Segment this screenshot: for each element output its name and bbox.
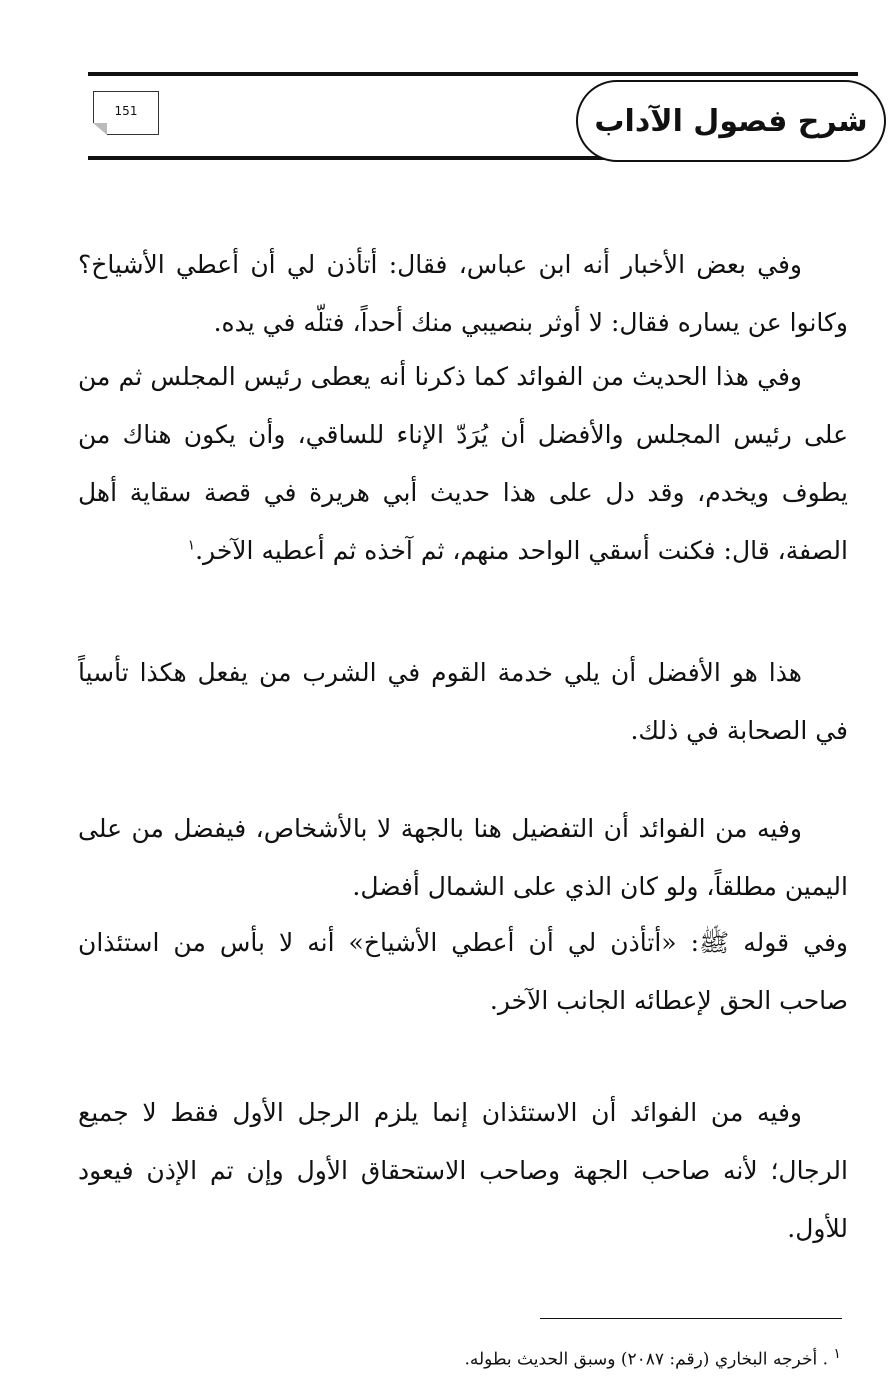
- footnote-separator: [540, 1318, 842, 1319]
- paragraph-6: [78, 1084, 848, 1258]
- paragraph-text: وفيه من الفوائد أن التفضيل هنا بالجهة لا بالأشخاص، فيفضل من على اليمين مطلقاً، ولو كان الذي على الشمال أفضل.: [78, 814, 848, 901]
- paragraph-2: [78, 348, 848, 580]
- page-number-text: 151: [114, 104, 138, 118]
- paragraph-text: وفي بعض الأخبار أنه ابن عباس، فقال: أتأذن لي أن أعطي الأشياخ؟ وكانوا عن يساره فقال: لا أوثر بنصيبي منك أحداً، فتلّه في يده.: [78, 250, 848, 337]
- footnote: [141, 1340, 841, 1374]
- running-title-text: شرح فصول الآداب: [594, 103, 868, 139]
- footnote-text: . أخرجه البخاري (رقم: ٢٠٨٧) وسبق الحديث بطوله.: [464, 1349, 828, 1370]
- header-top-rule: [88, 72, 858, 76]
- footnote-number: ١: [833, 1346, 841, 1362]
- paragraph-4: [78, 800, 848, 916]
- running-title: [576, 80, 886, 162]
- paragraph-3: [78, 644, 848, 760]
- paragraph-text: وفي هذا الحديث من الفوائد كما ذكرنا أنه يعطى رئيس المجلس ثم من على رئيس المجلس والأفضل أن يُرَدّ الإناء للساقي، وأن يكون هناك من يطوف ويخدم، وقد دل على هذا حديث أبي هريرة في قصة سقاية أهل الصفة، قال: فكنت أسقي الواحد منهم، ثم آخذه ثم أعطيه الآخر.: [78, 362, 848, 565]
- paragraph-text: وفيه من الفوائد أن الاستئذان إنما يلزم الرجل الأول فقط لا جميع الرجال؛ لأنه صاحب الجهة وصاحب الاستحقاق الأول وإن تم الإذن فيعود للأول.: [78, 1098, 848, 1243]
- page-number: [93, 91, 159, 135]
- footnote-marker: ١: [187, 537, 196, 554]
- paragraph-5: [78, 914, 848, 1030]
- paragraph-1: [78, 236, 848, 352]
- paragraph-text: وفي قوله ﷺ: «أتأذن لي أن أعطي الأشياخ» أنه لا بأس من استئذان صاحب الحق لإعطائه الجانب الآخر.: [78, 928, 848, 1015]
- paragraph-text: هذا هو الأفضل أن يلي خدمة القوم في الشرب من يفعل هكذا تأسياً في الصحابة في ذلك.: [78, 658, 848, 745]
